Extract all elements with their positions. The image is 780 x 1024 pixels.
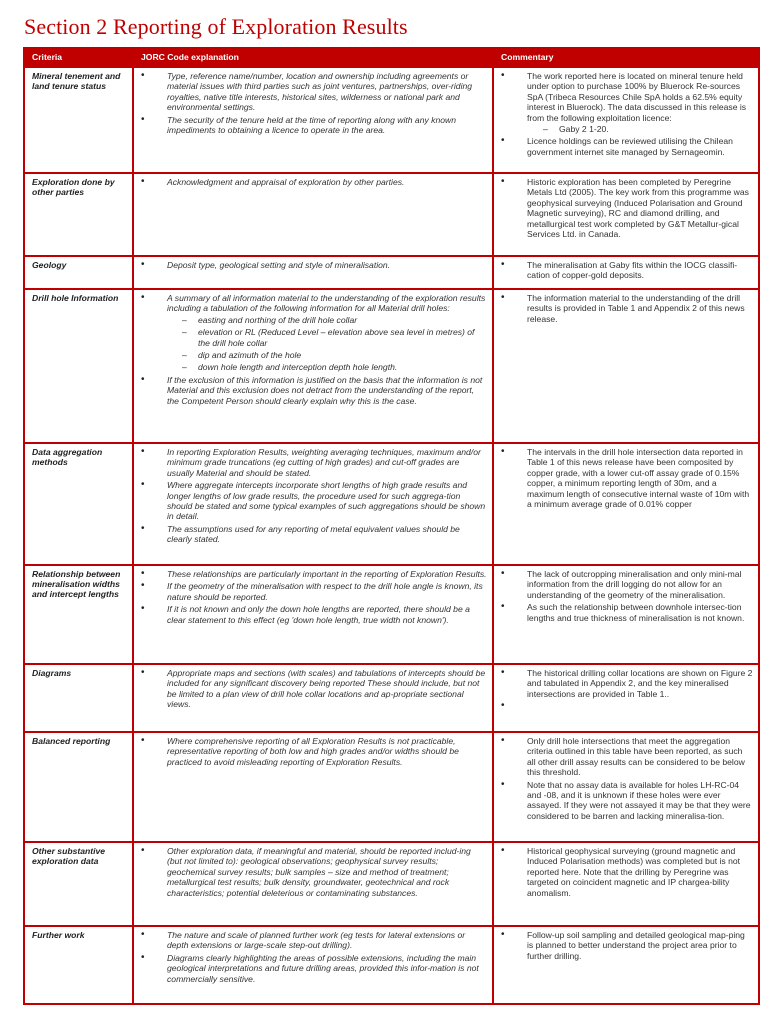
table-row <box>24 443 759 565</box>
explanation-cell <box>133 443 493 565</box>
table-row <box>24 256 759 289</box>
list-item: • The intervals in the drill hole intersection data reported in Table 1 of this news release have been composited by copper grade, with a lower cut-off assay grade of 0.15% copper, a minimum reporting length of 30m, and a maximum length of consecutive internal waste of 10m with a minimum average grade of 0.01% copper <box>501 447 753 509</box>
list-item: • Type, reference name/number, location and ownership including agreements or material issues with third parties such as joint ventures, partnerships, over-riding royalties, native title interests, historical sites, wilderness or national park and environmental settings. <box>141 71 487 113</box>
list-item: • The lack of outcropping mineralisation and only mini-mal information from the drill logging do not allow for an understanding of the geometry of the mineralisation. <box>501 569 753 600</box>
list-item: • Licence holdings can be reviewed utilising the Chilean government internet site managed by Sernageomin. <box>501 136 753 157</box>
table-row <box>24 67 759 173</box>
list-item: • The security of the tenure held at the time of reporting along with any known impediments to obtaining a licence to operate in the area. <box>141 115 487 136</box>
page-title: Section 2 Reporting of Exploration Results <box>24 14 408 39</box>
list-item: • Where comprehensive reporting of all Exploration Results is not practicable, representative reporting of both low and high grades and/or widths should be practiced to avoid misleading reporting of Exploration Results. <box>141 736 487 767</box>
table-header-row <box>24 48 759 67</box>
list-item: • The historical drilling collar locations are shown on Figure 2 and tabulated in Appendix 2, and the key mineralised intersections are provided in Table 1.. <box>501 668 753 699</box>
list-item <box>141 293 487 373</box>
explanation-cell <box>133 565 493 664</box>
commentary-cell <box>493 732 759 842</box>
table-row <box>24 732 759 842</box>
explanation-cell <box>133 67 493 173</box>
commentary-cell <box>493 256 759 289</box>
list-item-text: The work reported here is located on mineral tenure held under option to purchase 100% by Bluerock Re-sources SpA (Tribeca Resources Chile SpA holds a 62.5% equity interest in Bluerock). The data discussed in this release is from the following exploitation licence: <box>527 71 747 123</box>
criteria-cell: Relationship between mineralisation widths and intercept lengths <box>24 565 133 664</box>
explanation-cell <box>133 926 493 1004</box>
criteria-cell: Geology <box>24 256 133 289</box>
criteria-cell: Mineral tenement and land tenure status <box>24 67 133 173</box>
sub-list-item: – elevation or RL (Reduced Level – elevation above sea level in metres) of the drill hole collar <box>167 327 487 348</box>
sub-list-item: – down hole length and interception depth hole length. <box>167 362 487 372</box>
criteria-cell: Drill hole Information <box>24 289 133 443</box>
list-item: • Where aggregate intercepts incorporate short lengths of high grade results and longer lengths of low grade results, the procedure used for such aggrega-tion should be stated and some typical examples of such aggregations should be shown in detail. <box>141 480 487 522</box>
explanation-cell <box>133 664 493 732</box>
list-item: • The assumptions used for any reporting of metal equivalent values should be clearly stated. <box>141 524 487 545</box>
list-item: • Other exploration data, if meaningful and material, should be reported includ-ing (but not limited to): geological observations; geophysical survey results; geochemical survey results; bulk samples – size and method of treatment; metallurgical test results; bulk density, groundwater, geotechnical and rock characteristics; potential deleterious or contaminating substances. <box>141 846 487 898</box>
list-item: • Diagrams clearly highlighting the areas of possible extensions, including the main geological interpretations and future drilling areas, provided this infor-mation is not commercially sensitive. <box>141 953 487 984</box>
list-item: • In reporting Exploration Results, weighting averaging techniques, maximum and/or minimum grade truncations (eg cutting of high grades) and cut-off grades are usually Material and should be stated. <box>141 447 487 478</box>
commentary-header: Commentary <box>493 48 759 67</box>
commentary-cell <box>493 842 759 926</box>
table-row <box>24 565 759 664</box>
list-item: • Historical geophysical surveying (ground magnetic and Induced Polarisation methods) was completed but is not reported here. Note that the drilling by Peregrine was targeted on coincident magnetic and IP chargea-bility anomalism. <box>501 846 753 898</box>
list-item: • The information material to the understanding of the drill results is provided in Table 1 and Appendix 2 of this news release. <box>501 293 753 324</box>
table-row <box>24 664 759 732</box>
explanation-cell <box>133 289 493 443</box>
table-row <box>24 842 759 926</box>
list-item: • Follow-up soil sampling and detailed geological map-ping is planned to better understand the project area prior to further drilling. <box>501 930 753 961</box>
sub-list-item: – dip and azimuth of the hole <box>167 350 487 360</box>
jorc-table <box>23 47 760 1005</box>
explanation-cell <box>133 256 493 289</box>
list-item: • Historic exploration has been completed by Peregrine Metals Ltd (2005). The key work from this programme was geophysical surveying (Induced Polarisation and Ground Magnetic surveying), RC and diamond drilling, and metallurgical test work completed by G&T Metallur-gical Services Ltd. in Canada. <box>501 177 753 239</box>
explanation-cell <box>133 173 493 256</box>
list-item-empty <box>501 701 753 712</box>
criteria-cell: Diagrams <box>24 664 133 732</box>
list-item: • Appropriate maps and sections (with scales) and tabulations of intercepts should be included for any significant discovery being reported These should include, but not be limited to a plan view of drill hole collar locations and ap-propriate sectional views. <box>141 668 487 710</box>
table-row <box>24 289 759 443</box>
criteria-cell: Exploration done by other parties <box>24 173 133 256</box>
commentary-cell <box>493 926 759 1004</box>
criteria-header: Criteria <box>24 48 133 67</box>
sub-list-item: – Gaby 2 1-20. <box>527 124 753 134</box>
table-row <box>24 926 759 1004</box>
list-item: • Note that no assay data is available for holes LH-RC-04 and -08, and it is unknown if these holes were ever assayed. If they were not assayed it may be that they were considered to be barren and lacking mineralisa-tion. <box>501 780 753 822</box>
list-item: • If the geometry of the mineralisation with respect to the drill hole angle is known, its nature should be reported. <box>141 581 487 602</box>
sub-list-item: – easting and northing of the drill hole collar <box>167 315 487 325</box>
commentary-cell <box>493 565 759 664</box>
explanation-cell <box>133 732 493 842</box>
commentary-cell <box>493 67 759 173</box>
list-item: • These relationships are particularly important in the reporting of Exploration Results. <box>141 569 487 579</box>
explanation-cell <box>133 842 493 926</box>
commentary-cell <box>493 443 759 565</box>
commentary-cell <box>493 173 759 256</box>
commentary-cell <box>493 664 759 732</box>
list-item: • Deposit type, geological setting and style of mineralisation. <box>141 260 487 270</box>
list-item: • If it is not known and only the down hole lengths are reported, there should be a clear statement to this effect (eg 'down hole length, true width not known'). <box>141 604 487 625</box>
list-item: • The nature and scale of planned further work (eg tests for lateral extensions or depth extensions or large-scale step-out drilling). <box>141 930 487 951</box>
criteria-cell: Balanced reporting <box>24 732 133 842</box>
list-item-text: A summary of all information material to the understanding of the exploration results including a tabulation of the following information for all Material drill holes: <box>167 293 486 314</box>
list-item <box>501 71 753 134</box>
list-item: • The mineralisation at Gaby fits within the IOCG classifi-cation of copper-gold deposits. <box>501 260 753 281</box>
criteria-cell: Other substantive exploration data <box>24 842 133 926</box>
explanation-header: JORC Code explanation <box>133 48 493 67</box>
list-item: • As such the relationship between downhole intersec-tion lengths and true thickness of mineralisation is not known. <box>501 602 753 623</box>
list-item: • Only drill hole intersections that meet the aggregation criteria outlined in this table have been reported, as such all other drill assay results can be considered to be below this threshold. <box>501 736 753 778</box>
criteria-cell: Data aggregation methods <box>24 443 133 565</box>
list-item: • Acknowledgment and appraisal of exploration by other parties. <box>141 177 487 187</box>
list-item: • If the exclusion of this information is justified on the basis that the information is not Material and this exclusion does not detract from the understanding of the report, the Competent Person should clearly explain why this is the case. <box>141 375 487 406</box>
table-row <box>24 173 759 256</box>
commentary-cell <box>493 289 759 443</box>
criteria-cell: Further work <box>24 926 133 1004</box>
